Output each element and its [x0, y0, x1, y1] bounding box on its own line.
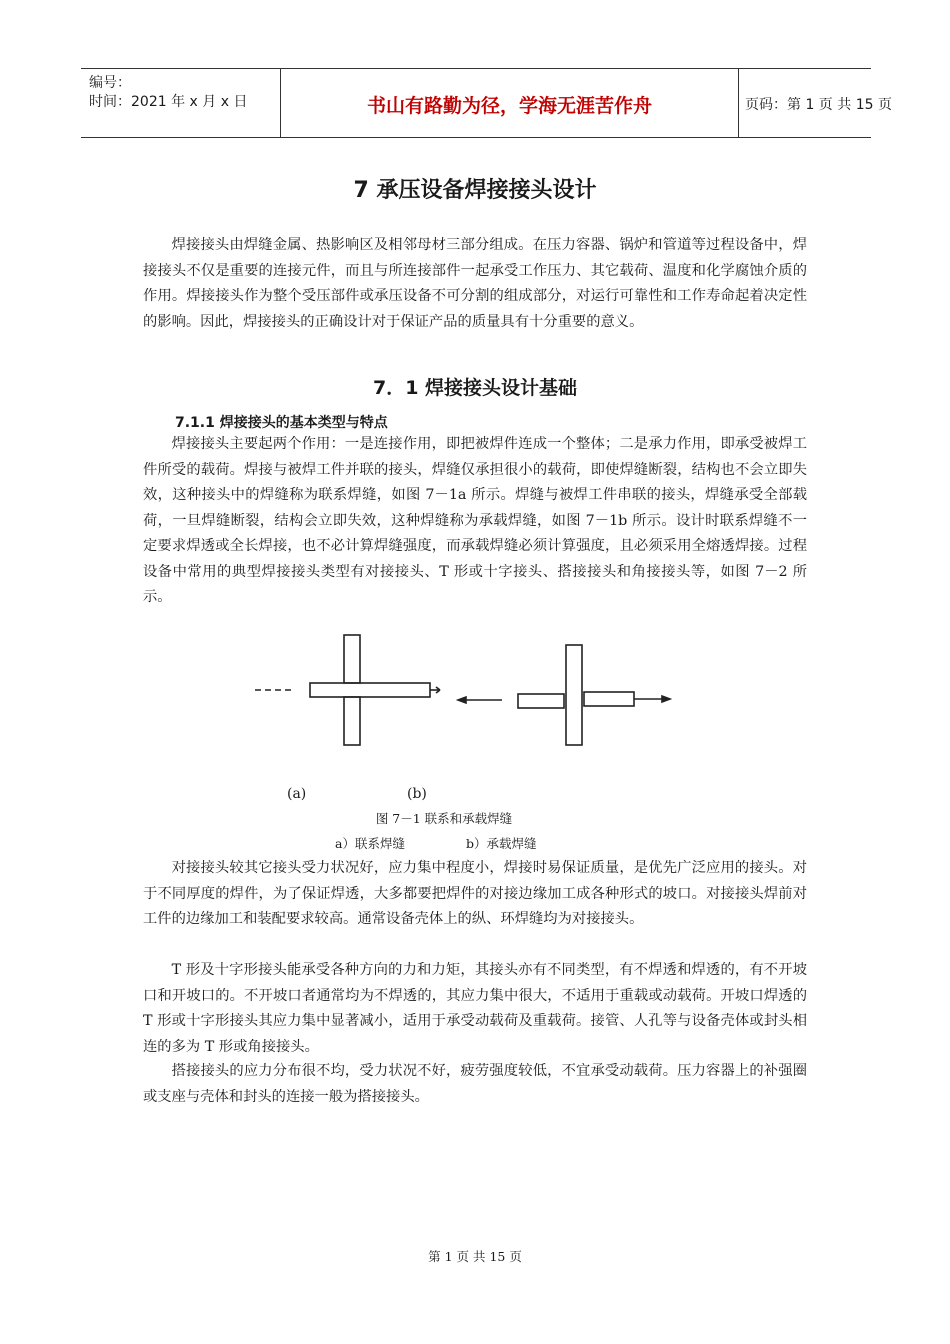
paragraph-t-joint: T 形及十字形接头能承受各种方向的力和力矩，其接头亦有不同类型，有不焊透和焊透的，有不开坡口和开坡口的。不开坡口者通常均为不焊透的，其应力集中很大，不适用于重载或动载荷。开坡口焊透的 T 形或十字形接头其应力集中显著减小，适用于承受动载荷及重载荷。接管、人孔等与设备壳体或封头相连的多为 T 形或角接接头。	[143, 962, 807, 1055]
header-page-cell	[738, 69, 892, 137]
paragraph-butt-joint: 对接接头较其它接头受力状况好，应力集中程度小，焊接时易保证质量，是优先广泛应用的接头。对于不同厚度的焊件，为了保证焊透，大多都要把焊件的对接边缘加工成各种形式的坡口。对接接头焊前对工件的边缘加工和装配要求较高。通常设备壳体上的纵、环焊缝均为对接接头。	[143, 860, 807, 927]
page-header	[81, 68, 892, 138]
section-title: 7．1 焊接接头设计基础	[372, 377, 578, 399]
weld-figure	[250, 630, 690, 770]
figure-subcaption-b: b）承载焊缝	[466, 836, 537, 851]
paragraph-lap-joint: 搭接接头的应力分布很不均，受力状况不好，疲劳强度较低，不宜承受动载荷。压力容器上的补强圈或支座与壳体和封头的连接一般为搭接接头。	[143, 1063, 807, 1105]
figure-label-b: (b)	[407, 786, 427, 802]
intro-paragraph: 焊接接头由焊缝金属、热影响区及相邻母材三部分组成。在压力容器、锅炉和管道等过程设备中，焊接接头不仅是重要的连接元件，而且与所连接部件一起承受工作压力、其它载荷、温度和化学腐蚀介质的作用。焊接接头作为整个受压部件或承压设备不可分割的组成部分，对运行可靠性和工作寿命起着决定性的影响。因此，焊接接头的正确设计对于保证产品的质量具有十分重要的意义。	[143, 237, 807, 330]
header-meta-cell	[81, 69, 279, 137]
header-motto-cell	[280, 69, 739, 137]
figure-caption: 图 7－1 联系和承载焊缝	[375, 811, 513, 826]
page-footer: 第 1 页 共 15 页	[428, 1249, 522, 1264]
chapter-title: 7 承压设备焊接接头设计	[353, 178, 597, 203]
motto-text: 书山有路勤为径，学海无涯苦作舟	[366, 95, 652, 117]
paragraph-joint-functions: 焊接接头主要起两个作用：一是连接作用，即把被焊件连成一个整体；二是承力作用，即承受被焊工件所受的载荷。焊接与被焊工件并联的接头，焊缝仅承担很小的载荷，即使焊缝断裂，结构也不会立即失效，这种接头中的焊缝称为联系焊缝，如图 7－1a 所示。焊缝与被焊工件串联的接头，焊缝承受全部载荷，一旦焊缝断裂，结构会立即失效，这种焊缝称为承载焊缝，如图 7－1b 所示。设计时联系焊缝不一定要求焊透或全长焊接，也不必计算焊缝强度，而承载焊缝必须计算强度，且必须采用全熔透焊接。过程设备中常用的典型焊接接头类型有对接接头、T 形或十字接头、搭接接头和角接接头等，如图 7－2 所示。	[143, 436, 807, 605]
document-date: 时间：2021 年 x 月 x 日	[89, 94, 248, 110]
figure-label-a: (a)	[287, 786, 307, 802]
header-page-info: 页码：第 1 页 共 15 页	[745, 97, 892, 113]
document-number: 编号：	[89, 75, 131, 91]
figure-b-cross-joint	[458, 645, 670, 745]
figure-a-cross-joint	[255, 635, 440, 745]
subsection-title: 7.1.1 焊接接头的基本类型与特点	[175, 415, 388, 431]
figure-subcaption-a: a）联系焊缝	[335, 836, 405, 851]
